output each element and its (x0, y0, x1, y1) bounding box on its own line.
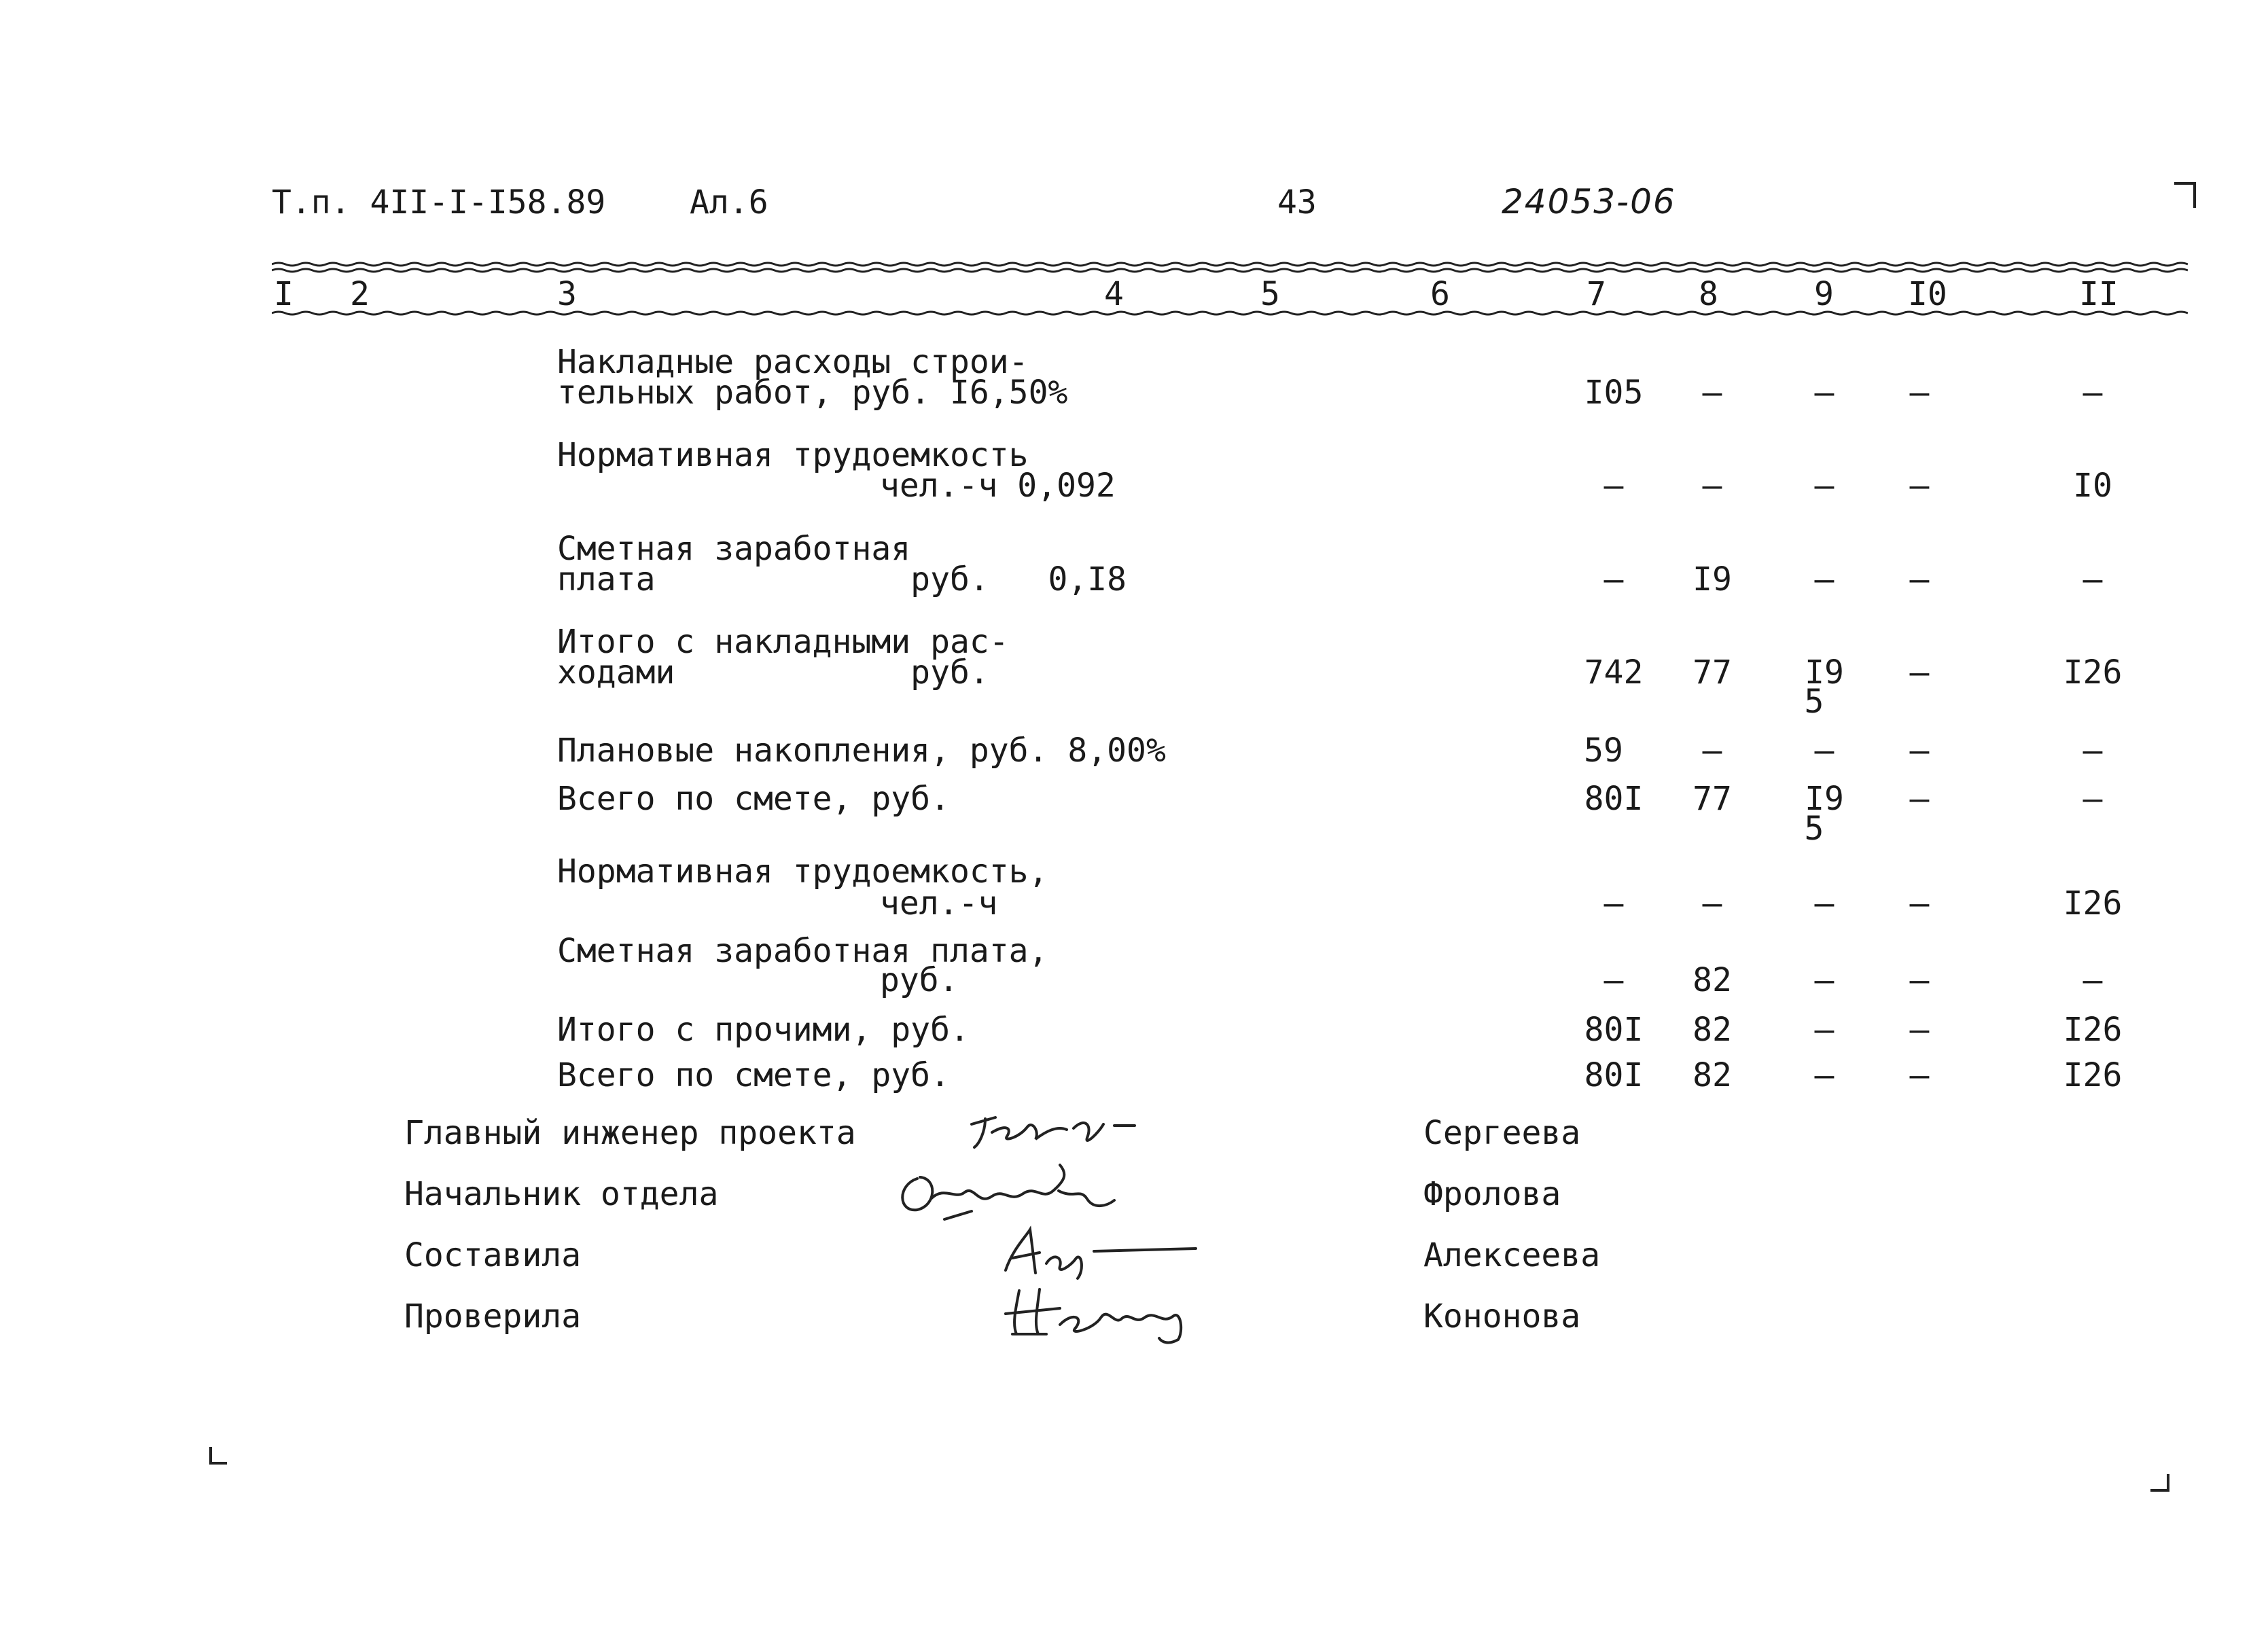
row-10-col-7: 80I (1584, 1056, 1644, 1094)
corner-crop-mark (2174, 182, 2196, 208)
signature-scribble-compiler (992, 1223, 1209, 1284)
row-1-col-11: – (2083, 374, 2103, 412)
row-1-col-9: – (1814, 374, 1835, 412)
row-7-col-11: I26 (2063, 884, 2123, 922)
row-10-col-9: – (1814, 1056, 1835, 1094)
row-3-label-line-1: Сметная заработная (557, 530, 911, 568)
row-5-col-9: – (1814, 732, 1835, 770)
row-10-col-11: I26 (2063, 1056, 2123, 1094)
row-2-col-9: – (1814, 467, 1835, 505)
row-5-col-10: – (1909, 732, 1930, 770)
row-4-col-11: I26 (2063, 653, 2123, 692)
row-2-col-8: – (1702, 467, 1722, 505)
row-2-label-line-1: Нормативная трудоемкость (557, 436, 1029, 474)
row-5-col-8: – (1702, 732, 1722, 770)
column-number-11: II (2079, 275, 2119, 313)
row-1-col-10: – (1909, 374, 1930, 412)
row-7-col-8: – (1702, 884, 1722, 922)
row-6-col-9-bottom: 5 (1804, 810, 1824, 848)
row-9-col-7: 80I (1584, 1011, 1644, 1049)
row-10-label: Всего по смете, руб. (557, 1056, 950, 1094)
column-number-5: 5 (1260, 275, 1280, 313)
row-4-label-line-2: ходами руб. (557, 653, 989, 692)
row-4-label-line-1: Итого с накладными рас- (557, 623, 1009, 661)
signature-name-compiler: Алексеева (1423, 1236, 1601, 1274)
row-3-col-8: I9 (1693, 560, 1732, 598)
handwritten-archive-code: 24053-06 (1502, 182, 1676, 221)
corner-crop-mark-bottom-right (2150, 1474, 2169, 1492)
row-8-col-9: – (1814, 961, 1835, 999)
row-6-col-11: – (2083, 780, 2103, 818)
row-4-col-8: 77 (1693, 653, 1732, 692)
signature-name-checker: Кононова (1423, 1297, 1581, 1335)
row-9-label: Итого с прочими, руб. (557, 1011, 970, 1049)
row-8-label-line-1: Сметная заработная плата, (557, 932, 1048, 970)
column-number-7: 7 (1587, 275, 1606, 313)
row-6-col-7: 80I (1584, 780, 1644, 818)
row-8-col-10: – (1909, 961, 1930, 999)
column-number-8: 8 (1699, 275, 1718, 313)
signature-scribble-department-head (890, 1158, 1135, 1226)
row-5-col-7: 59 (1584, 732, 1623, 770)
row-8-col-11: – (2083, 961, 2103, 999)
column-number-6: 6 (1430, 275, 1450, 313)
row-4-col-10: – (1909, 653, 1930, 692)
row-2-col-11: I0 (2073, 467, 2112, 505)
row-2-label-line-2: чел.-ч 0,092 (880, 467, 1116, 505)
row-3-col-11: – (2083, 560, 2103, 598)
row-1-col-8: – (1702, 374, 1722, 412)
row-7-col-7: – (1603, 884, 1624, 922)
row-5-col-11: – (2083, 732, 2103, 770)
row-7-col-10: – (1909, 884, 1930, 922)
row-8-col-7: – (1603, 961, 1624, 999)
row-7-label-line-2: чел.-ч (880, 884, 998, 922)
row-6-col-9-top: I9 (1805, 780, 1844, 818)
row-2-col-10: – (1909, 467, 1930, 505)
column-number-2: 2 (350, 275, 370, 313)
row-3-label-line-2: плата руб. 0,I8 (557, 560, 1127, 598)
column-number-1: I (274, 275, 294, 313)
signature-name-department-head: Фролова (1423, 1175, 1561, 1213)
row-3-col-7: – (1603, 560, 1624, 598)
signature-scribble-chief-engineer (965, 1097, 1169, 1151)
row-6-label: Всего по смете, руб. (557, 780, 950, 818)
row-4-col-7: 742 (1584, 653, 1644, 692)
row-7-col-9: – (1814, 884, 1835, 922)
row-5-label: Плановые накопления, руб. 8,00% (557, 732, 1166, 770)
column-number-4: 4 (1104, 275, 1124, 313)
row-9-col-10: – (1909, 1011, 1930, 1049)
corner-crop-mark-bottom-left (209, 1447, 227, 1465)
row-6-col-10: – (1909, 780, 1930, 818)
table-top-rule (272, 261, 2188, 274)
signature-role-chief-engineer: Главный инженер проекта (404, 1114, 856, 1152)
row-1-col-7: I05 (1584, 374, 1644, 412)
row-4-col-9-top: I9 (1805, 653, 1844, 692)
signature-scribble-checker (999, 1277, 1216, 1345)
row-8-label-line-2: руб. (880, 961, 959, 999)
column-number-3: 3 (557, 275, 577, 313)
row-3-col-9: – (1814, 560, 1835, 598)
document-code: Т.п. 4II-I-I58.89 (272, 183, 606, 221)
row-8-col-8: 82 (1693, 961, 1732, 999)
row-4-col-9-bottom: 5 (1804, 683, 1824, 721)
column-number-10: I0 (1908, 275, 1947, 313)
row-7-label-line-1: Нормативная трудоемкость, (557, 853, 1048, 891)
row-9-col-11: I26 (2063, 1011, 2123, 1049)
signature-role-department-head: Начальник отдела (404, 1175, 719, 1213)
album-number: Ал.6 (690, 183, 768, 221)
row-3-col-10: – (1909, 560, 1930, 598)
page-number: 43 (1277, 183, 1317, 221)
signature-role-checker: Проверила (404, 1297, 582, 1335)
column-number-9: 9 (1814, 275, 1834, 313)
row-9-col-8: 82 (1693, 1011, 1732, 1049)
row-10-col-8: 82 (1693, 1056, 1732, 1094)
column-header-rule (272, 309, 2188, 317)
row-1-label-line-2: тельных работ, руб. I6,50% (557, 374, 1068, 412)
row-6-col-8: 77 (1693, 780, 1732, 818)
signature-name-chief-engineer: Сергеева (1423, 1114, 1581, 1152)
row-9-col-9: – (1814, 1011, 1835, 1049)
row-2-col-7: – (1603, 467, 1624, 505)
row-1-label-line-1: Накладные расходы строи- (557, 343, 1029, 381)
row-10-col-10: – (1909, 1056, 1930, 1094)
signature-role-compiler: Составила (404, 1236, 582, 1274)
